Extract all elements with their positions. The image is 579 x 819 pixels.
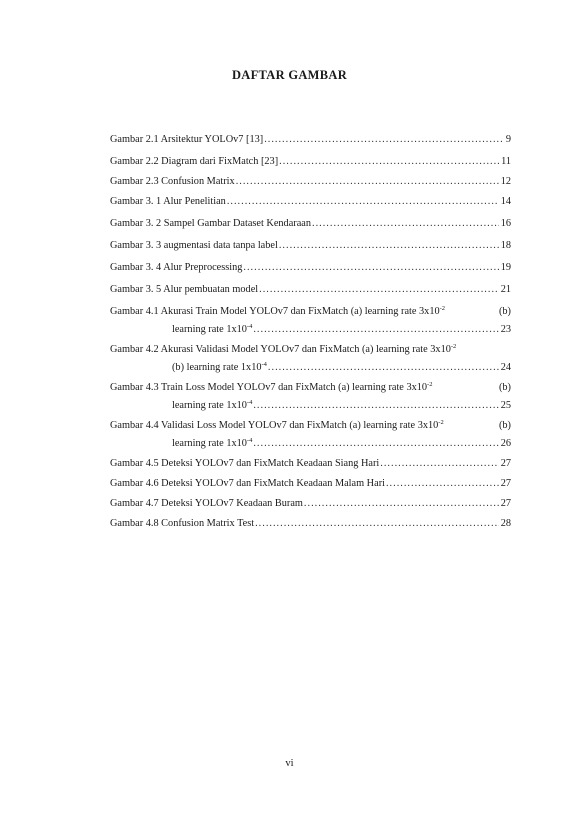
list-item (110, 495, 511, 513)
dot-leader (259, 281, 499, 299)
dot-leader (236, 173, 499, 191)
entry-text-suffix: (b) (498, 382, 511, 393)
entry-text-suffix: (b) (498, 306, 511, 317)
list-item (110, 417, 511, 453)
entry-text: Gambar 3. 1 Alur Penelitian (110, 196, 226, 207)
entry-text: Gambar 2.2 Diagram dari FixMatch [23] (110, 156, 279, 167)
entry-text-line1: Gambar 4.1 Akurasi Train Model YOLOv7 dan FixMatch (a) learning rate $3x10^{-2}$ (110, 305, 446, 317)
dot-leader (253, 435, 498, 453)
dot-leader (253, 321, 498, 339)
entry-text-suffix: (b) (498, 420, 511, 431)
entry-page: 27 (500, 458, 511, 469)
dot-leader (380, 455, 498, 473)
entry-page: 27 (500, 478, 511, 489)
figure-list (110, 131, 511, 535)
entry-text: Gambar 2.1 Arsitektur YOLOv7 [13] (110, 134, 264, 145)
entry-page: 11 (501, 156, 511, 167)
list-item (110, 173, 511, 191)
entry-page: 19 (500, 262, 511, 273)
entry-text: Gambar 3. 5 Alur pembuatan model (110, 284, 259, 295)
entry-text-line2: learning rate $1x10^{-4}$ (172, 323, 253, 335)
dot-leader (227, 193, 499, 211)
entry-page: 24 (500, 362, 511, 373)
list-item (110, 193, 511, 211)
page-title: DAFTAR GAMBAR (231, 68, 348, 82)
entry-page: 25 (500, 400, 511, 411)
list-item (110, 379, 511, 415)
entry-text-line2: learning rate $1x10^{-4}$ (172, 437, 253, 449)
entry-text-line1: Gambar 4.2 Akurasi Validasi Model YOLOv7 dan FixMatch (a) learning rate $3x10^{-2}$ (110, 343, 457, 355)
entry-page: 12 (500, 176, 511, 187)
list-item (110, 237, 511, 255)
list-item (110, 455, 511, 473)
entry-text: Gambar 4.8 Confusion Matrix Test (110, 518, 255, 529)
entry-text-line2: learning rate $1x10^{-4}$ (172, 399, 253, 411)
entry-page: 16 (500, 218, 511, 229)
dot-leader (386, 475, 499, 493)
entry-page: 28 (500, 518, 511, 529)
entry-page: 21 (500, 284, 511, 295)
entry-page: 9 (505, 134, 511, 145)
entry-text: Gambar 3. 3 augmentasi data tanpa label (110, 240, 278, 251)
dot-leader (255, 515, 499, 533)
entry-text: Gambar 4.5 Deteksi YOLOv7 dan FixMatch Keadaan Siang Hari (110, 458, 380, 469)
list-item (110, 281, 511, 299)
list-item (110, 259, 511, 277)
dot-leader (268, 359, 499, 377)
entry-text: Gambar 3. 2 Sampel Gambar Dataset Kendaraan (110, 218, 311, 229)
entry-page: 26 (500, 438, 511, 449)
dot-leader (243, 259, 498, 277)
entry-text-line1: Gambar 4.3 Train Loss Model YOLOv7 dan FixMatch (a) learning rate $3x10^{-2}$ (110, 381, 433, 393)
dot-leader (279, 153, 499, 171)
entry-text: Gambar 4.7 Deteksi YOLOv7 Keadaan Buram (110, 498, 303, 509)
entry-page: 23 (500, 324, 511, 335)
entry-text: Gambar 3. 4 Alur Preprocessing (110, 262, 243, 273)
page-number: vi (285, 758, 294, 769)
list-item (110, 131, 511, 149)
entry-page: 18 (500, 240, 511, 251)
list-item (110, 215, 511, 233)
list-item (110, 153, 511, 171)
entry-text: Gambar 4.6 Deteksi YOLOv7 dan FixMatch Keadaan Malam Hari (110, 478, 385, 489)
dot-leader (279, 237, 499, 255)
entry-page: 27 (500, 498, 511, 509)
entry-text: Gambar 2.3 Confusion Matrix (110, 176, 235, 187)
dot-leader (312, 215, 499, 233)
list-item (110, 303, 511, 339)
entry-text-line1: Gambar 4.4 Validasi Loss Model YOLOv7 dan FixMatch (a) learning rate $3x10^{-2}$ (110, 419, 444, 431)
list-item (110, 475, 511, 493)
entry-page: 14 (500, 196, 511, 207)
list-item (110, 341, 511, 377)
list-item (110, 515, 511, 533)
dot-leader (264, 131, 504, 149)
dot-leader (304, 495, 499, 513)
dot-leader (253, 397, 498, 415)
entry-text-line2: (b) learning rate $1x10^{-4}$ (172, 361, 267, 373)
